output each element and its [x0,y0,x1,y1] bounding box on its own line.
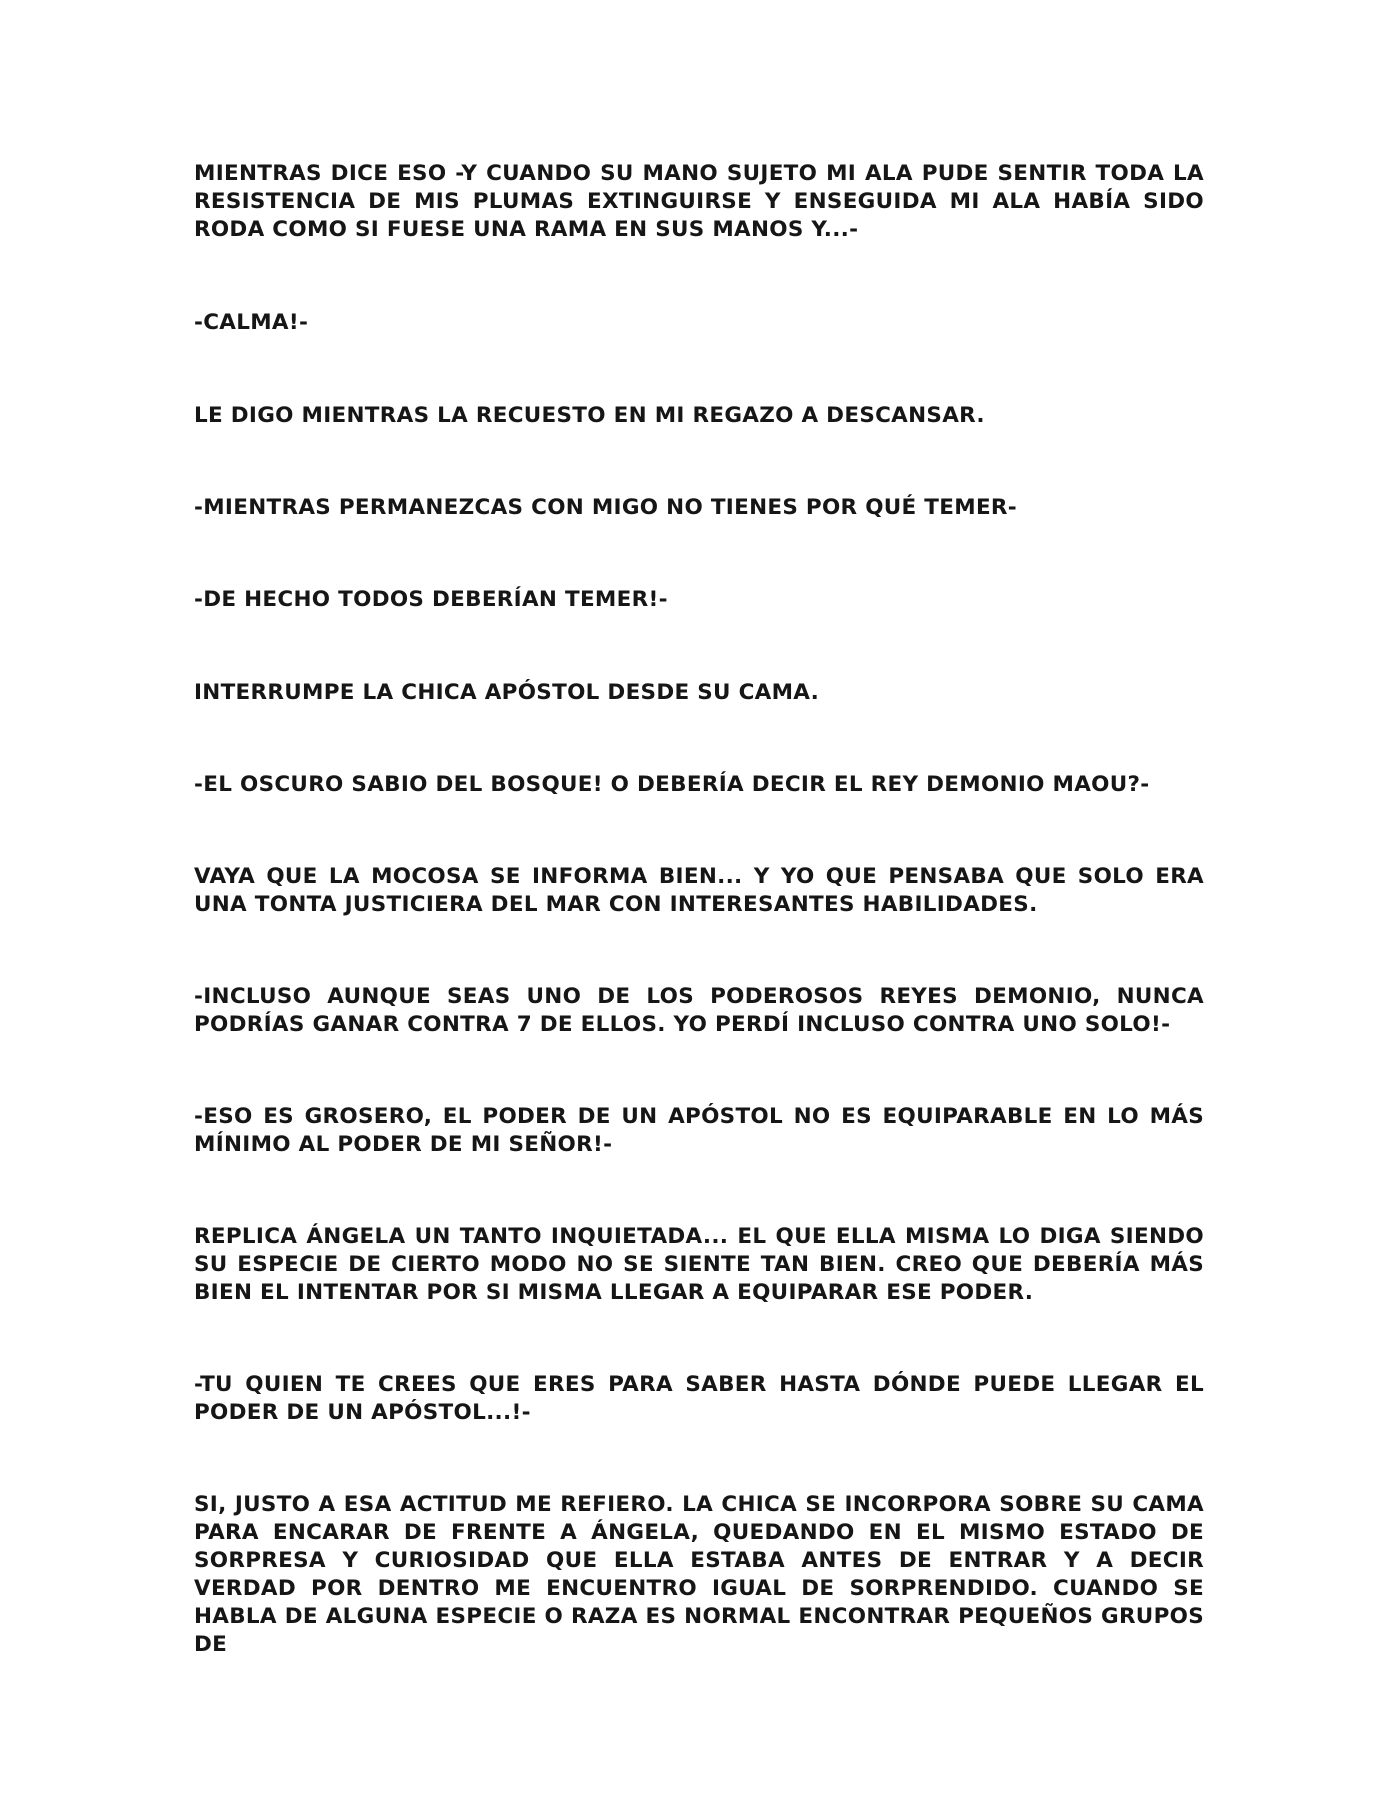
paragraph-12: -TU QUIEN TE CREES QUE ERES PARA SABER HASTA DÓNDE PUEDE LLEGAR EL PODER DE UN APÓSTOL...!- [194,1372,1204,1425]
paragraph-9: -INCLUSO AUNQUE SEAS UNO DE LOS PODEROSOS REYES DEMONIO, NUNCA PODRÍAS GANAR CONTRA 7 DE ELLOS. YO PERDÍ INCLUSO CONTRA UNO SOLO!- [194,984,1204,1037]
paragraph-2: -CALMA!- [194,310,309,335]
paragraph-10: -ESO ES GROSERO, EL PODER DE UN APÓSTOL NO ES EQUIPARABLE EN LO MÁS MÍNIMO AL PODER DE MI SEÑOR!- [194,1104,1204,1157]
paragraph-5: -DE HECHO TODOS DEBERÍAN TEMER!- [194,587,668,612]
paragraph-11: REPLICA ÁNGELA UN TANTO INQUIETADA... EL QUE ELLA MISMA LO DIGA SIENDO SU ESPECIE DE CIERTO MODO NO SE SIENTE TAN BIEN. CREO QUE DEBERÍA MÁS BIEN EL INTENTAR POR SI MISMA LLEGAR A EQUIPARAR ESE PODER. [194,1224,1204,1305]
paragraph-3: LE DIGO MIENTRAS LA RECUESTO EN MI REGAZO A DESCANSAR. [194,403,985,428]
paragraph-8: VAYA QUE LA MOCOSA SE INFORMA BIEN... Y YO QUE PENSABA QUE SOLO ERA UNA TONTA JUSTICIERA DEL MAR CON INTERESANTES HABILIDADES. [194,864,1204,917]
paragraph-7: -EL OSCURO SABIO DEL BOSQUE! O DEBERÍA DECIR EL REY DEMONIO MAOU?- [194,772,1150,797]
paragraph-1: MIENTRAS DICE ESO -Y CUANDO SU MANO SUJETO MI ALA PUDE SENTIR TODA LA RESISTENCIA DE MIS PLUMAS EXTINGUIRSE Y ENSEGUIDA MI ALA HABÍA SIDO RODA COMO SI FUESE UNA RAMA EN SUS MANOS Y...- [194,161,1204,242]
paragraph-13: SI, JUSTO A ESA ACTITUD ME REFIERO. LA CHICA SE INCORPORA SOBRE SU CAMA PARA ENCARAR DE FRENTE A ÁNGELA, QUEDANDO EN EL MISMO ESTADO DE SORPRESA Y CURIOSIDAD QUE ELLA ESTABA ANTES DE ENTRAR Y A DECIR VERDAD POR DENTRO ME ENCUENTRO IGUAL DE SORPRENDIDO. CUANDO SE HABLA DE ALGUNA ESPECIE O RAZA ES NORMAL ENCONTRAR PEQUEÑOS GRUPOS DE [194,1492,1204,1657]
paragraph-4: -MIENTRAS PERMANEZCAS CON MIGO NO TIENES POR QUÉ TEMER- [194,495,1018,520]
paragraph-6: INTERRUMPE LA CHICA APÓSTOL DESDE SU CAMA. [194,680,820,705]
